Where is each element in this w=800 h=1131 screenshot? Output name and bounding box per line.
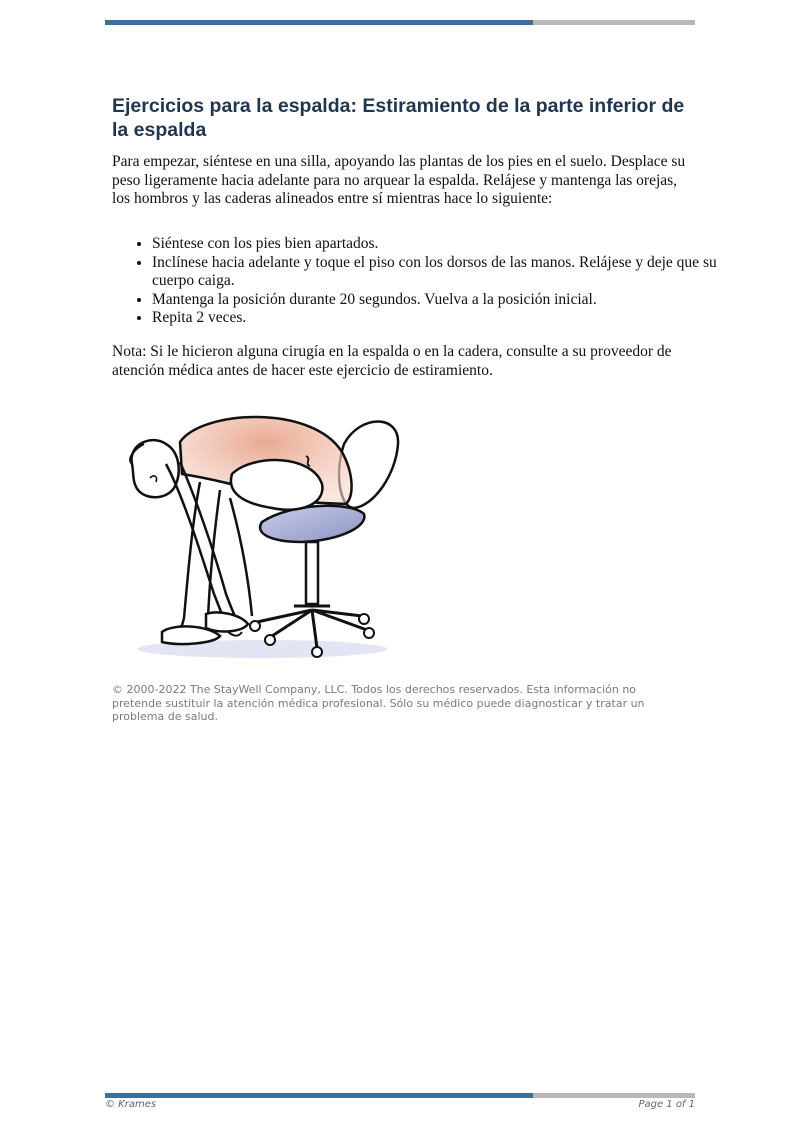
footer-rule — [105, 1093, 695, 1098]
exercise-illustration — [122, 404, 412, 666]
footer-page-number: Page 1 of 1 — [638, 1099, 695, 1110]
footer-rule-accent — [105, 1093, 533, 1098]
person-leg — [178, 482, 200, 636]
list-item: • Inclínese hacia adelante y toque el piso con los dorsos de las manos. Relájese y deje que su cuerpo caiga. — [152, 254, 722, 291]
person-head — [132, 440, 179, 497]
list-item: • Repita 2 veces. — [152, 309, 722, 328]
header-rule-accent — [105, 20, 533, 25]
list-item: • Siéntese con los pies bien apartados. — [152, 235, 722, 254]
header-rule — [105, 20, 695, 25]
page-title: Ejercicios para la espalda: Estiramiento de la parte inferior de la espalda — [112, 95, 685, 141]
copyright-notice: © 2000-2022 The StayWell Company, LLC. Todos los derechos reservados. Esta información no pretende sustituir la atención médica profesional. Sólo su médico puede diagnosticar y tratar un problema de salud. — [112, 683, 645, 723]
footer-publisher: © Krames — [105, 1099, 157, 1110]
intro-paragraph: Para empezar, siéntese en una silla, apoyando las plantas de los pies en el suelo. Desplace su peso ligeramente hacia adelante para no arquear la espalda. Relájese y mantenga las orejas, los hombros y las caderas alineados entre sí mientras hace lo siguiente: — [112, 153, 686, 207]
person-thigh — [231, 460, 322, 510]
list-item: • Mantenga la posición durante 20 segundos. Vuelva a la posición inicial. — [152, 291, 722, 310]
chair-post — [306, 542, 318, 604]
chair-seat — [260, 506, 364, 542]
note-paragraph: Nota: Si le hicieron alguna cirugía en la espalda o en la cadera, consulte a su proveedor de atención médica antes de hacer este ejercicio de estiramiento. — [112, 343, 672, 379]
steps-list — [112, 235, 722, 328]
